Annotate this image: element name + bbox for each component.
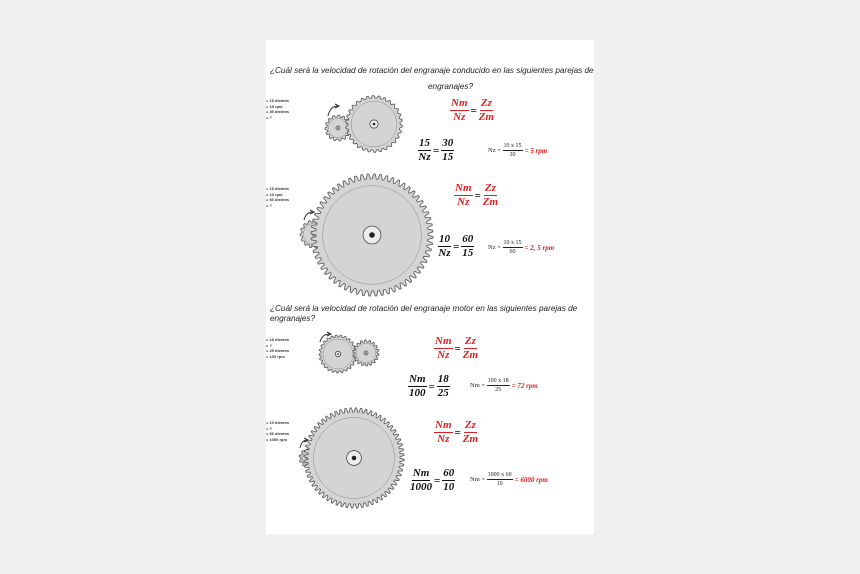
question-1-line-1: ¿Cuál será la velocidad de rotación del engranaje conducido en las siguientes parejas de	[270, 66, 594, 75]
problem-3-result: Nm = $\frac{100 x 18}{25}$ = 72 rpm	[470, 378, 538, 393]
problem-2-driven-gear	[311, 174, 433, 296]
problem-3-formula: $\frac{Nm}{Nz}$ = $\frac{Zz}{Zm}$	[435, 335, 479, 361]
problem-3-data-list: = 18 dientes = ? = 25 dientes = 100 rpm	[266, 337, 290, 359]
problem-2-gear-pair	[294, 172, 424, 298]
problem-4-substitution: $\frac{Nm}{1000}$ = $\frac{60}{10}$	[410, 467, 455, 493]
question-1-line-2: engranajes?	[428, 82, 474, 91]
problem-1-data-list: = 15 dientes = 15 rpm = 30 dientes = ?	[266, 98, 290, 120]
problem-2-data-list: = 15 dientes = 10 rpm = 60 dientes = ?	[266, 186, 290, 208]
problem-2-result: Nz = $\frac{10 x 15}{60}$ = 2, 5 rpm	[488, 240, 555, 255]
problem-4-result: Nm = $\frac{1000 x 60}{10}$ = 6000 rpm	[470, 472, 548, 487]
problem-3-gear-pair	[316, 328, 386, 380]
problem-4-data-list: = 10 dientes = ? = 60 dientes = 1000 rpm	[266, 420, 290, 442]
exercise-sheet	[266, 40, 594, 534]
question-2-line-1: ¿Cuál será la velocidad de rotación del engranaje motor en las siguientes parejas de	[270, 304, 578, 313]
problem-4-driven-gear	[304, 408, 404, 508]
problem-1-driven-gear	[346, 96, 403, 153]
problem-1-substitution: $\frac{15}{Nz}$ = $\frac{30}{15}$	[418, 137, 454, 163]
problem-2-substitution: $\frac{10}{Nz}$ = $\frac{60}{15}$	[438, 233, 474, 259]
problem-4-formula: $\frac{Nm}{Nz}$ = $\frac{Zz}{Zm}$	[435, 419, 479, 445]
problem-3-driven-gear	[353, 340, 379, 366]
problem-1-gear-pair	[322, 94, 407, 164]
problem-3-substitution: $\frac{Nm}{100}$ = $\frac{18}{25}$	[409, 373, 449, 399]
problem-1-result: Nz = $\frac{10 x 15}{30}$ = 5 rpm	[488, 143, 548, 158]
question-2-line-2: engranajes?	[270, 314, 316, 323]
problem-3-driver-gear	[319, 335, 357, 373]
problem-2-formula: $\frac{Nm}{Nz}$ = $\frac{Zz}{Zm}$	[455, 182, 499, 208]
problem-1-formula: $\frac{Nm}{Nz}$ = $\frac{Zz}{Zm}$	[451, 97, 495, 123]
problem-4-gear-pair	[296, 406, 396, 510]
